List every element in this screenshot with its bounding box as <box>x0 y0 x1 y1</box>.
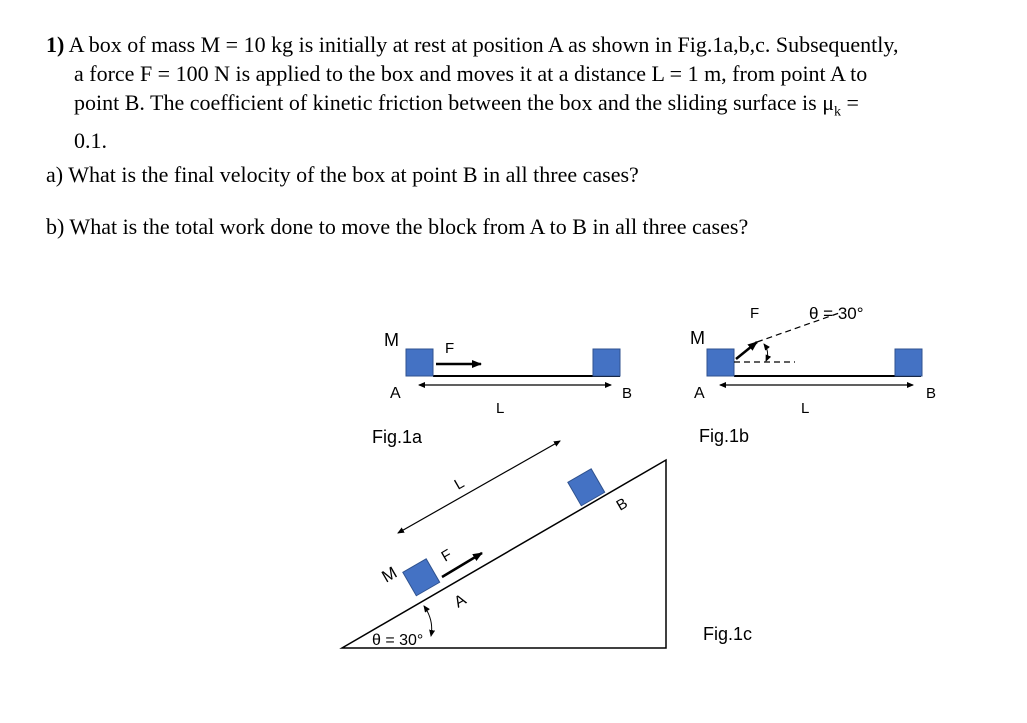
fig1a <box>372 330 632 447</box>
fig1b-start-label: A <box>694 385 705 402</box>
fig1b-angle-label: θ = 30° <box>809 304 864 323</box>
fig1c-end-label: B <box>613 494 631 515</box>
mu-subscript: k <box>834 104 841 120</box>
fig1c-angle-label: θ = 30° <box>372 632 424 649</box>
fig1b-force-arrow <box>736 342 757 359</box>
fig1c-mass-label: M <box>378 562 401 587</box>
fig1c-force-label: F <box>438 546 455 566</box>
problem-line-2: a force F = 100 N is applied to the box and moves it at a distance L = 1 m, from point A to <box>74 61 868 86</box>
fig1a-box-start <box>406 349 433 376</box>
fig1b-box-end <box>895 349 922 376</box>
fig1c-box-end <box>568 469 605 506</box>
problem-line-3: point B. The coefficient of kinetic friction between the box and the sliding surface is $\mu_k$ = <box>74 90 859 120</box>
fig1a-force-label: F <box>445 340 455 357</box>
fig1b-box-start <box>707 349 734 376</box>
fig1a-box-end <box>593 349 620 376</box>
fig1b-angle-arc <box>764 344 768 361</box>
problem-line-1: 1) A box of mass M = 10 kg is initially at rest at position A as shown in Fig.1a,b,c. Subsequently, <box>46 32 899 57</box>
fig1c-distance-arrow <box>398 441 560 533</box>
problem-number: 1) <box>46 32 65 57</box>
fig1b-end-label: B <box>926 385 937 402</box>
fig1b-caption: Fig.1b <box>699 426 750 446</box>
fig1a-start-label: A <box>390 385 401 402</box>
question-a: a) What is the final velocity of the box at point B in all three cases? <box>46 162 639 187</box>
fig1a-mass-label: M <box>384 330 399 350</box>
fig1c-angle-arc <box>424 606 432 636</box>
fig1b-force-label: F <box>750 305 760 322</box>
fig1c-distance-label: L <box>451 474 468 494</box>
fig1c <box>342 441 752 649</box>
fig1a-distance-label: L <box>496 400 505 417</box>
fig1c-start-label: A <box>451 591 470 612</box>
fig1b-distance-label: L <box>801 400 810 417</box>
question-b: b) What is the total work done to move the block from A to B in all three cases? <box>46 214 749 239</box>
fig1c-caption: Fig.1c <box>703 624 753 644</box>
fig1a-caption: Fig.1a <box>372 427 423 447</box>
problem-line-4: 0.1. <box>74 128 107 154</box>
fig1a-end-label: B <box>622 385 633 402</box>
fig1c-box-start <box>403 559 440 596</box>
fig1b-mass-label: M <box>690 328 705 348</box>
fig1c-incline <box>342 460 666 648</box>
fig1b <box>690 304 936 446</box>
